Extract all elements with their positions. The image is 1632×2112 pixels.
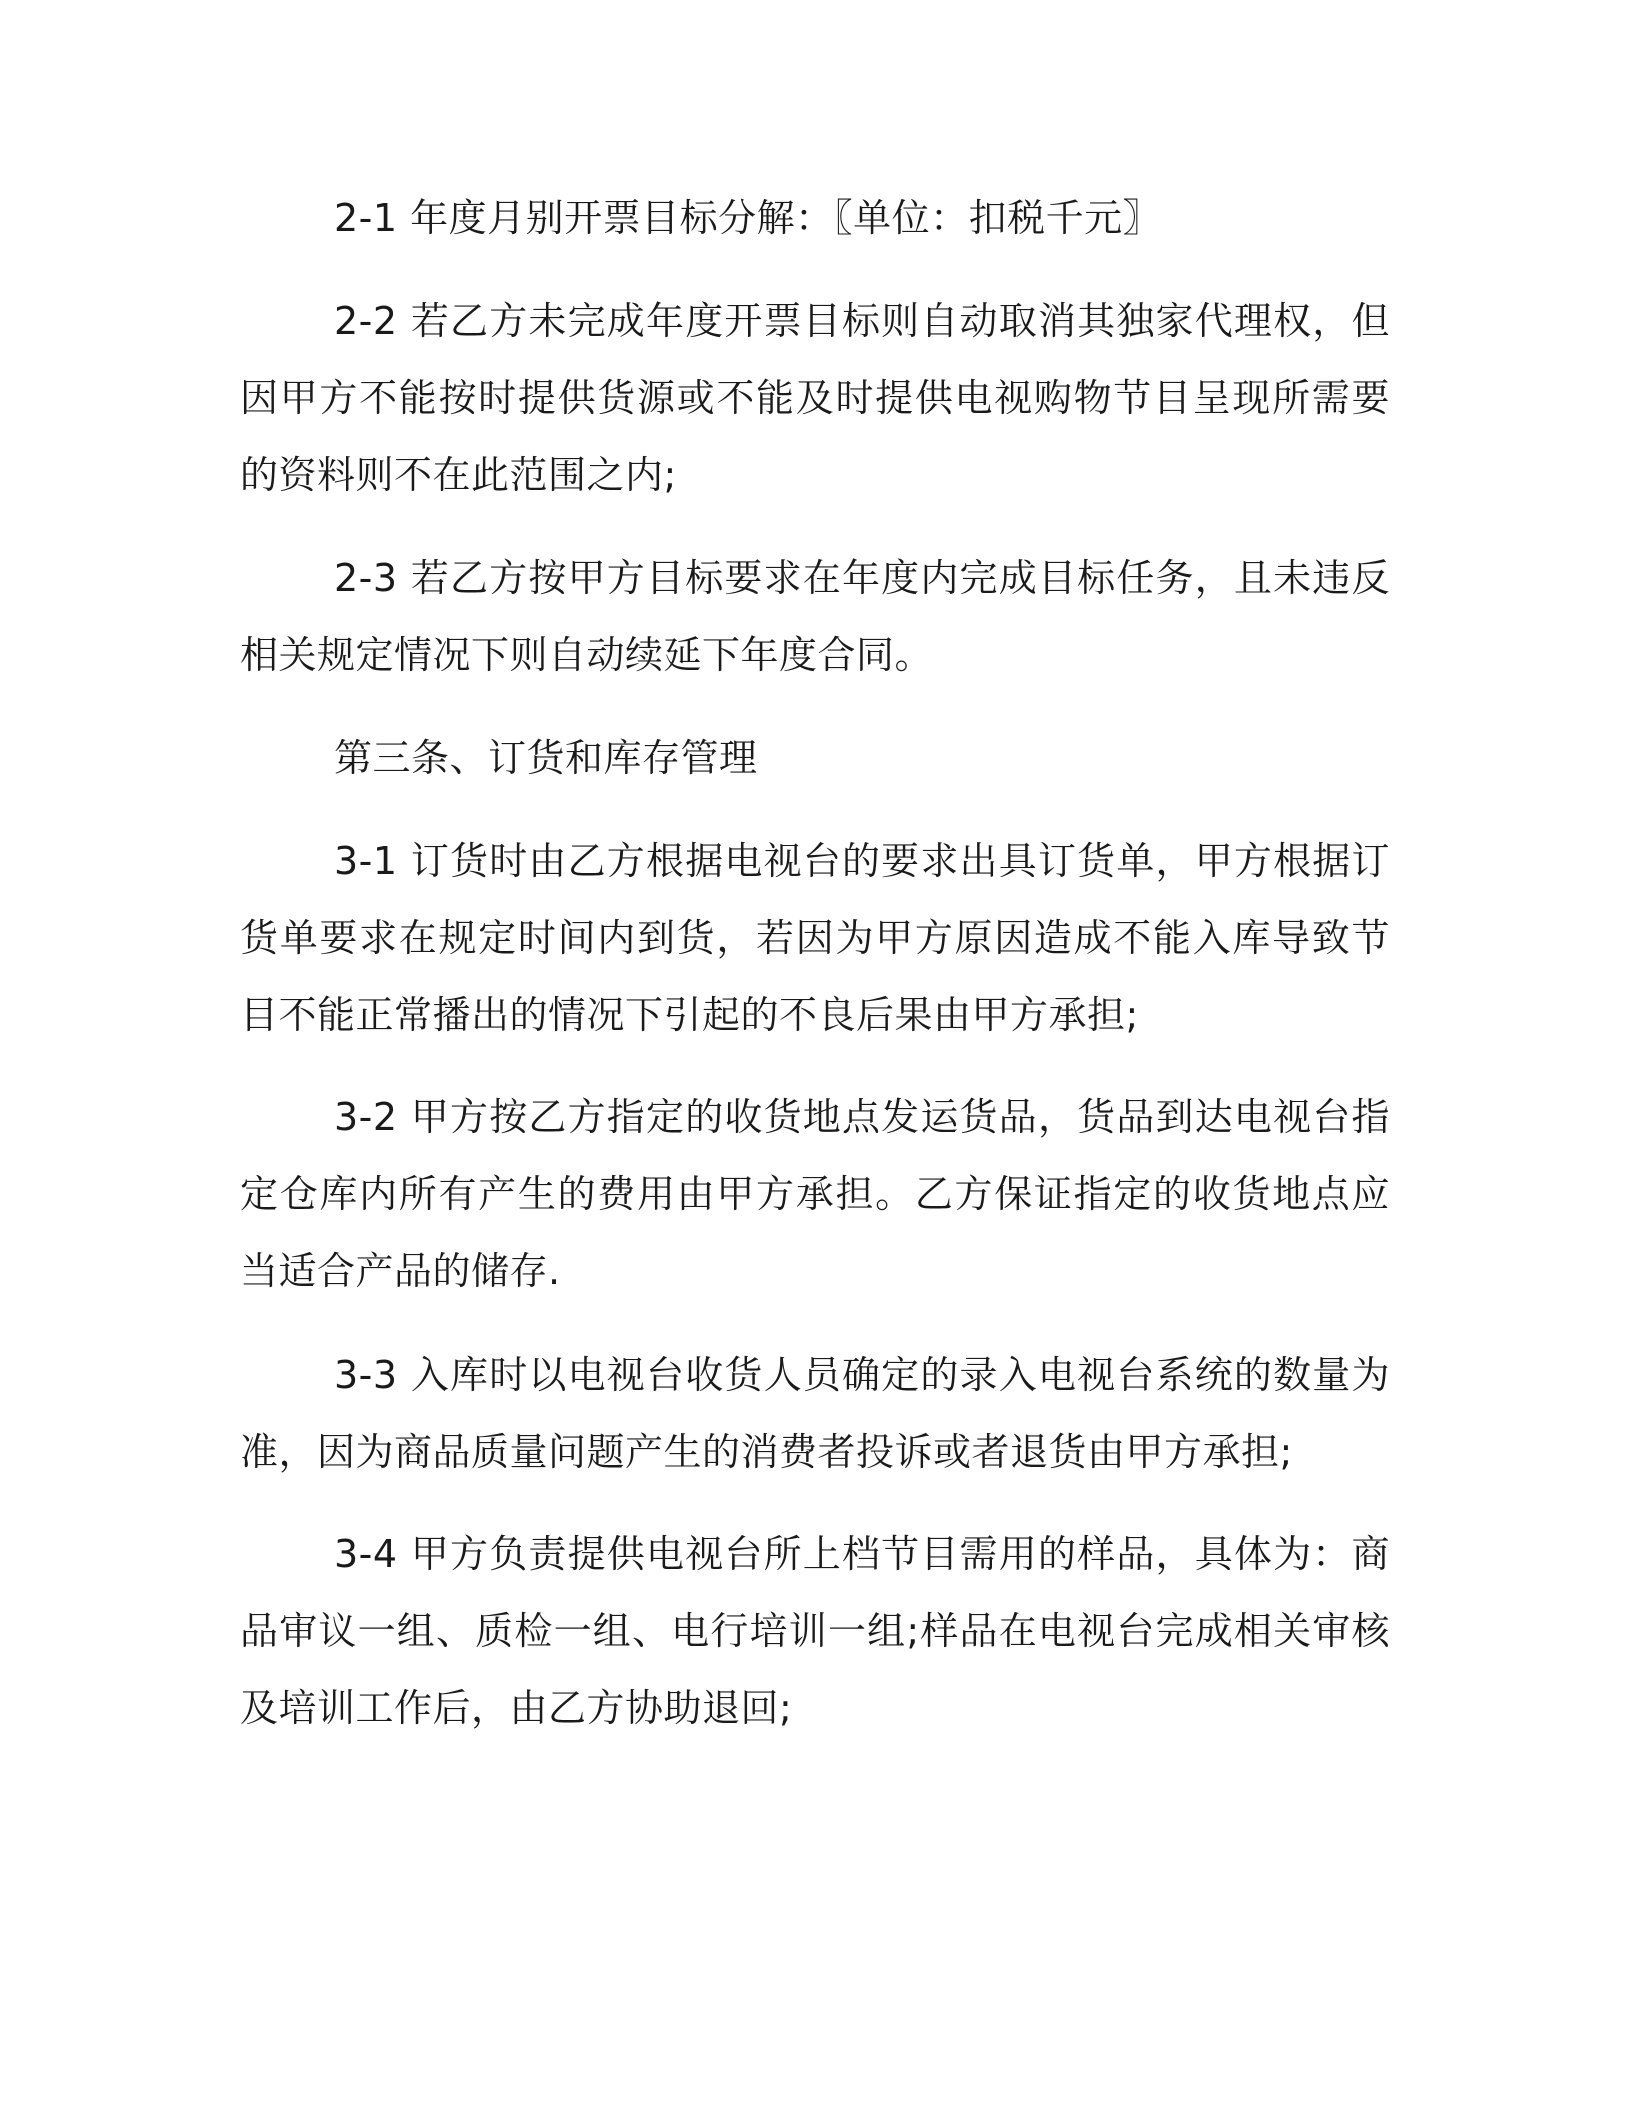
paragraph-3-1: 3-1 订货时由乙方根据电视台的要求出具订货单，甲方根据订货单要求在规定时间内到货，若因为甲方原因造成不能入库导致节目不能正常播出的情况下引起的不良后果由甲方承担;: [240, 839, 1390, 1037]
paragraph-3-3: 3-3 入库时以电视台收货人员确定的录入电视台系统的数量为准，因为商品质量问题产生的消费者投诉或者退货由甲方承担;: [240, 1353, 1390, 1474]
paragraph-3-4: 3-4 甲方负责提供电视台所上档节目需用的样品，具体为：商品审议一组、质检一组、电行培训一组;样品在电视台完成相关审核及培训工作后，由乙方协助退回;: [240, 1532, 1390, 1730]
paragraph-2-3: 2-3 若乙方按甲方目标要求在年度内完成目标任务，且未违反相关规定情况下则自动续延下年度合同。: [240, 556, 1390, 677]
paragraph-3-2: 3-2 甲方按乙方指定的收货地点发运货品，货品到达电视台指定仓库内所有产生的费用由甲方承担。乙方保证指定的收货地点应当适合产品的储存.: [240, 1095, 1390, 1293]
section-heading-article-3: 第三条、订货和库存管理: [334, 736, 758, 780]
paragraph-2-1: 2-1 年度月别开票目标分解：〖单位：扣税千元〗: [334, 196, 1162, 240]
paragraph-2-2: 2-2 若乙方未完成年度开票目标则自动取消其独家代理权，但因甲方不能按时提供货源或不能及时提供电视购物节目呈现所需要的资料则不在此范围之内;: [240, 299, 1390, 497]
